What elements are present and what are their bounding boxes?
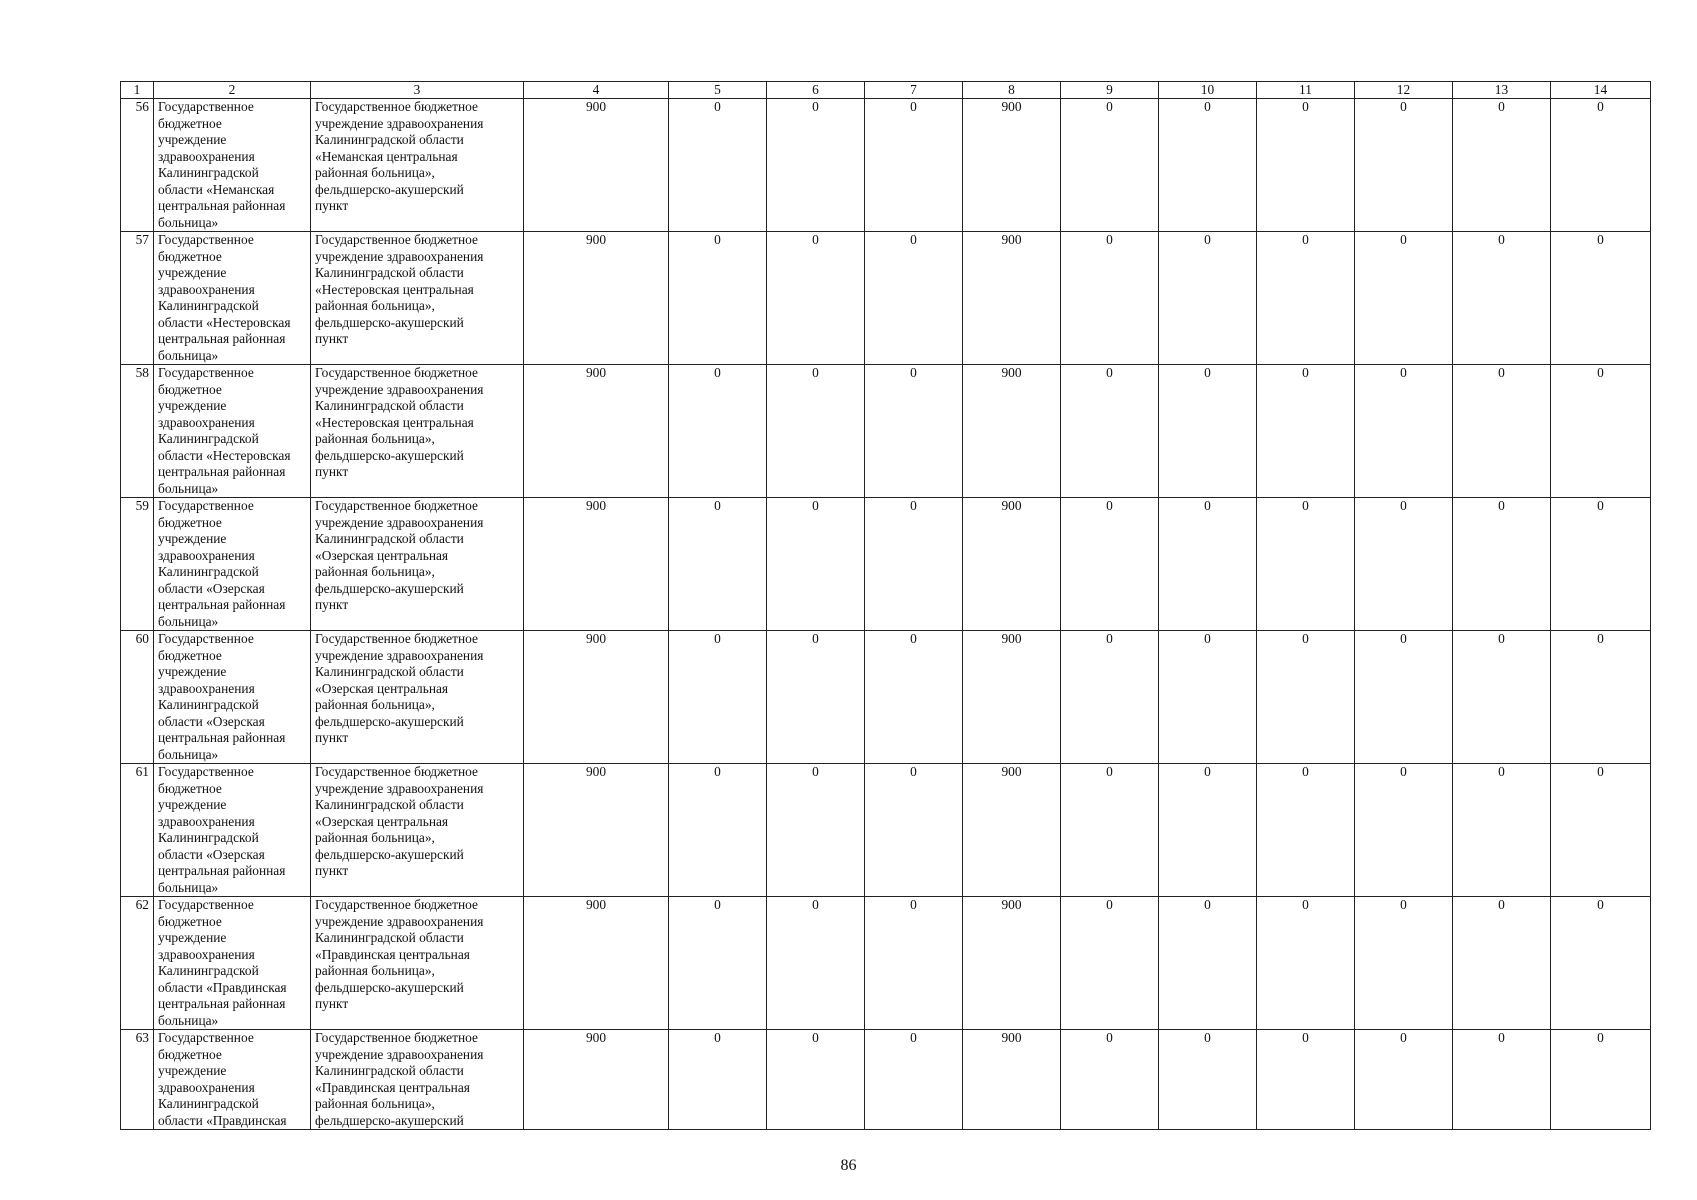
column-header: 2 (154, 82, 311, 99)
row-number-cell: 58 (121, 365, 154, 498)
value-cell: 0 (1061, 498, 1159, 631)
value-cell: 0 (865, 764, 963, 897)
column-header: 8 (963, 82, 1061, 99)
value-cell: 0 (1061, 631, 1159, 764)
value-cell: 0 (865, 631, 963, 764)
row-number-cell: 62 (121, 897, 154, 1030)
column-header: 6 (767, 82, 865, 99)
row-number-cell: 56 (121, 99, 154, 232)
value-cell: 0 (1159, 897, 1257, 1030)
facility-cell: Государственное бюджетное учреждение здравоохранения Калининградской области «Озерская центральная районная больница», фельдшерско-акушерский пункт (311, 764, 524, 897)
value-cell: 900 (963, 1030, 1061, 1130)
value-cell: 0 (1551, 631, 1651, 764)
value-cell: 0 (1257, 498, 1355, 631)
value-cell: 0 (1551, 99, 1651, 232)
value-cell: 0 (767, 1030, 865, 1130)
value-cell: 900 (524, 232, 669, 365)
column-header: 7 (865, 82, 963, 99)
value-cell: 900 (963, 498, 1061, 631)
value-cell: 0 (1257, 764, 1355, 897)
row-number-cell: 60 (121, 631, 154, 764)
value-cell: 900 (963, 232, 1061, 365)
value-cell: 0 (1453, 498, 1551, 631)
value-cell: 0 (1551, 365, 1651, 498)
value-cell: 0 (767, 99, 865, 232)
value-cell: 0 (669, 498, 767, 631)
value-cell: 0 (1355, 365, 1453, 498)
value-cell: 900 (963, 365, 1061, 498)
value-cell: 0 (1061, 897, 1159, 1030)
column-header: 12 (1355, 82, 1453, 99)
value-cell: 0 (1159, 1030, 1257, 1130)
value-cell: 0 (1551, 1030, 1651, 1130)
value-cell: 0 (669, 764, 767, 897)
value-cell: 0 (767, 365, 865, 498)
value-cell: 0 (1159, 631, 1257, 764)
table-row (121, 365, 1651, 498)
column-header: 14 (1551, 82, 1651, 99)
table-row (121, 631, 1651, 764)
value-cell: 0 (1257, 897, 1355, 1030)
organization-cell: Государственное бюджетное учреждение здравоохранения Калининградской области «Неманская центральная районная больница» (154, 99, 311, 232)
row-number-cell: 59 (121, 498, 154, 631)
value-cell: 0 (1453, 764, 1551, 897)
value-cell: 0 (1453, 365, 1551, 498)
value-cell: 900 (524, 631, 669, 764)
value-cell: 0 (1453, 897, 1551, 1030)
value-cell: 0 (1355, 498, 1453, 631)
value-cell: 900 (963, 631, 1061, 764)
value-cell: 0 (1551, 764, 1651, 897)
value-cell: 0 (669, 631, 767, 764)
value-cell: 0 (865, 99, 963, 232)
value-cell: 900 (963, 897, 1061, 1030)
facility-cell: Государственное бюджетное учреждение здравоохранения Калининградской области «Озерская центральная районная больница», фельдшерско-акушерский пункт (311, 498, 524, 631)
organization-cell: Государственное бюджетное учреждение здравоохранения Калининградской области «Правдинская (154, 1030, 311, 1130)
column-header: 11 (1257, 82, 1355, 99)
value-cell: 0 (865, 498, 963, 631)
value-cell: 0 (1159, 99, 1257, 232)
table-row (121, 232, 1651, 365)
value-cell: 0 (1453, 631, 1551, 764)
value-cell: 900 (524, 764, 669, 897)
column-header: 10 (1159, 82, 1257, 99)
value-cell: 0 (1257, 99, 1355, 232)
value-cell: 0 (767, 631, 865, 764)
value-cell: 0 (669, 99, 767, 232)
value-cell: 0 (1159, 232, 1257, 365)
facility-cell: Государственное бюджетное учреждение здравоохранения Калининградской области «Озерская центральная районная больница», фельдшерско-акушерский пункт (311, 631, 524, 764)
value-cell: 0 (1257, 631, 1355, 764)
column-header: 1 (121, 82, 154, 99)
value-cell: 0 (1355, 1030, 1453, 1130)
organization-cell: Государственное бюджетное учреждение здравоохранения Калининградской области «Нестеровская центральная районная больница» (154, 365, 311, 498)
value-cell: 0 (1159, 365, 1257, 498)
header-row (121, 82, 1651, 99)
value-cell: 0 (1061, 365, 1159, 498)
table-row (121, 1030, 1651, 1130)
value-cell: 0 (1257, 1030, 1355, 1130)
value-cell: 0 (1159, 764, 1257, 897)
value-cell: 900 (963, 99, 1061, 232)
value-cell: 0 (1551, 897, 1651, 1030)
table-body (121, 99, 1651, 1130)
value-cell: 0 (767, 897, 865, 1030)
value-cell: 0 (1355, 99, 1453, 232)
value-cell: 0 (767, 498, 865, 631)
table-row (121, 498, 1651, 631)
value-cell: 900 (963, 764, 1061, 897)
page-number: 86 (840, 1157, 857, 1174)
row-number-cell: 61 (121, 764, 154, 897)
value-cell: 0 (865, 1030, 963, 1130)
value-cell: 0 (1355, 764, 1453, 897)
value-cell: 0 (669, 1030, 767, 1130)
value-cell: 0 (1355, 897, 1453, 1030)
facility-cell: Государственное бюджетное учреждение здравоохранения Калининградской области «Правдинская центральная районная больница», фельдшерско-акушерский пункт (311, 897, 524, 1030)
value-cell: 0 (1061, 232, 1159, 365)
value-cell: 0 (1257, 365, 1355, 498)
value-cell: 0 (669, 232, 767, 365)
value-cell: 0 (669, 897, 767, 1030)
organization-cell: Государственное бюджетное учреждение здравоохранения Калининградской области «Озерская центральная районная больница» (154, 498, 311, 631)
value-cell: 0 (1453, 232, 1551, 365)
column-header: 9 (1061, 82, 1159, 99)
table-row (121, 764, 1651, 897)
facility-cell: Государственное бюджетное учреждение здравоохранения Калининградской области «Правдинская центральная районная больница», фельдшерско-акушерский (311, 1030, 524, 1130)
organization-cell: Государственное бюджетное учреждение здравоохранения Калининградской области «Озерская центральная районная больница» (154, 764, 311, 897)
organization-cell: Государственное бюджетное учреждение здравоохранения Калининградской области «Правдинская центральная районная больница» (154, 897, 311, 1030)
data-table (120, 81, 1651, 1130)
column-header: 4 (524, 82, 669, 99)
value-cell: 0 (1061, 1030, 1159, 1130)
value-cell: 900 (524, 498, 669, 631)
facility-cell: Государственное бюджетное учреждение здравоохранения Калининградской области «Нестеровская центральная районная больница», фельдшерско-акушерский пункт (311, 365, 524, 498)
value-cell: 0 (1355, 631, 1453, 764)
value-cell: 900 (524, 897, 669, 1030)
value-cell: 0 (1061, 99, 1159, 232)
value-cell: 0 (669, 365, 767, 498)
organization-cell: Государственное бюджетное учреждение здравоохранения Калининградской области «Нестеровская центральная районная больница» (154, 232, 311, 365)
value-cell: 0 (865, 897, 963, 1030)
value-cell: 0 (1453, 99, 1551, 232)
table-row (121, 897, 1651, 1030)
facility-cell: Государственное бюджетное учреждение здравоохранения Калининградской области «Нестеровская центральная районная больница», фельдшерско-акушерский пункт (311, 232, 524, 365)
row-number-cell: 57 (121, 232, 154, 365)
value-cell: 0 (1551, 498, 1651, 631)
value-cell: 900 (524, 99, 669, 232)
value-cell: 900 (524, 1030, 669, 1130)
row-number-cell: 63 (121, 1030, 154, 1130)
table-row (121, 99, 1651, 232)
value-cell: 0 (1061, 764, 1159, 897)
value-cell: 0 (1257, 232, 1355, 365)
column-header: 13 (1453, 82, 1551, 99)
value-cell: 0 (865, 232, 963, 365)
value-cell: 0 (1355, 232, 1453, 365)
value-cell: 0 (1551, 232, 1651, 365)
value-cell: 0 (865, 365, 963, 498)
column-header: 3 (311, 82, 524, 99)
value-cell: 0 (1453, 1030, 1551, 1130)
value-cell: 0 (767, 764, 865, 897)
column-header: 5 (669, 82, 767, 99)
value-cell: 0 (1159, 498, 1257, 631)
facility-cell: Государственное бюджетное учреждение здравоохранения Калининградской области «Неманская центральная районная больница», фельдшерско-акушерский пункт (311, 99, 524, 232)
value-cell: 0 (767, 232, 865, 365)
value-cell: 900 (524, 365, 669, 498)
organization-cell: Государственное бюджетное учреждение здравоохранения Калининградской области «Озерская центральная районная больница» (154, 631, 311, 764)
